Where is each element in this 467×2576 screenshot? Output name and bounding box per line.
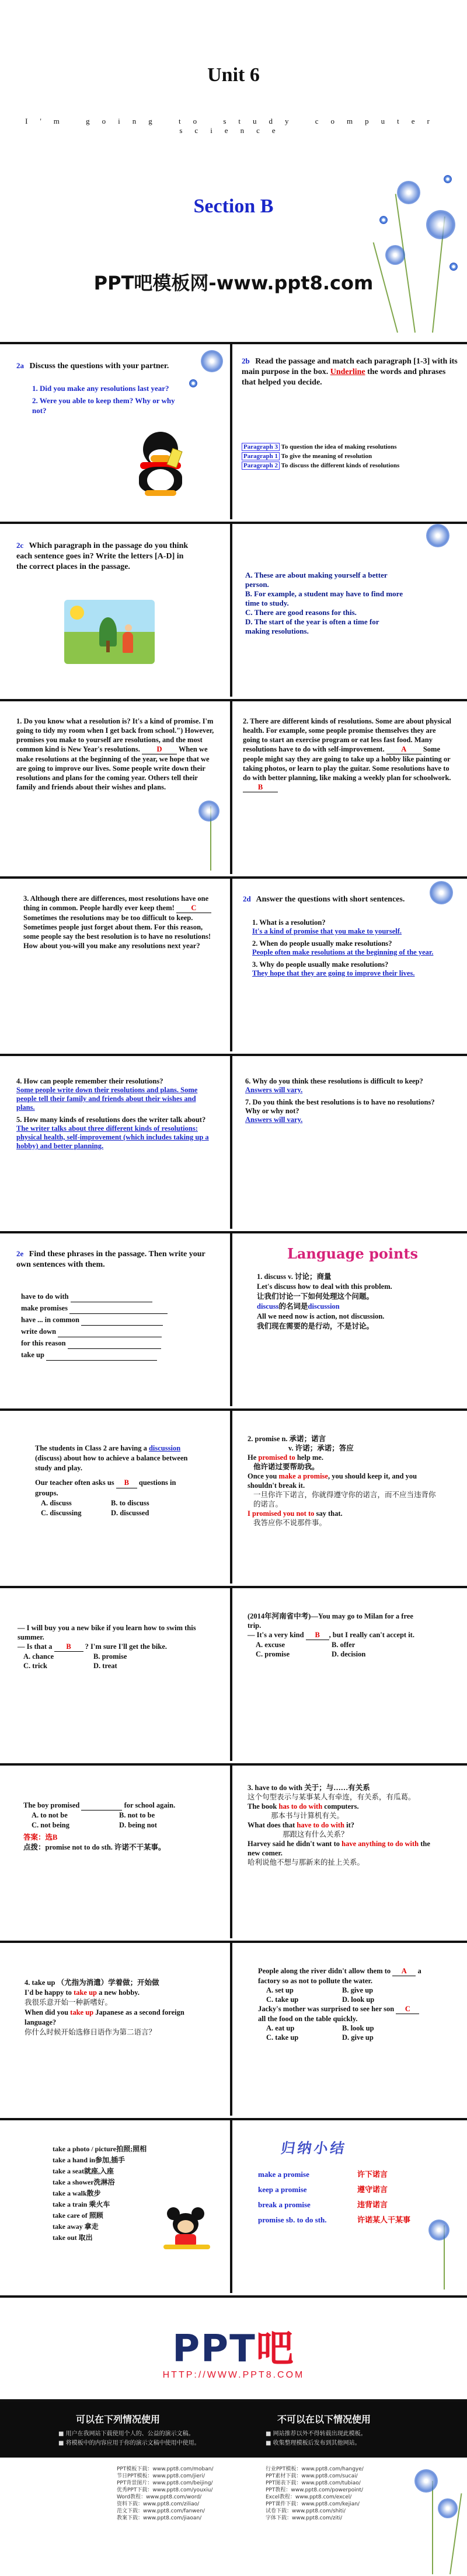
question: 7. Do you think the best resolutions is to have no resolutions? Why or why not?	[245, 1098, 435, 1115]
slide-2a-2b	[0, 344, 467, 519]
lp-translation: 他许诺过要帮助我。	[253, 1463, 319, 1471]
footer-rule: ■ 网站推荐以外不得转载出现此模板。	[266, 2431, 367, 2437]
footer-link[interactable]: 试卷下载：www.ppt8.com/shiti/	[266, 2508, 346, 2514]
lp-translation: 哈利说他不想与那新来的扯上关系。	[248, 1858, 365, 1867]
exercise: Jacky's mother was surprised to see her son C all the food on the table quickly.	[258, 2004, 427, 2023]
take-phrase: take a train 乘火车	[53, 2200, 110, 2208]
footer-link[interactable]: PPT背景图片：www.ppt8.com/beijing/	[117, 2480, 213, 2486]
slide-footer	[0, 2399, 467, 2576]
sentence-b: B. For example, a student may have to find more time to study.	[245, 589, 403, 607]
underline-word: Underline	[330, 368, 365, 376]
para-row	[242, 461, 446, 470]
exercise-dialog: — It's a very kind B , but I really can't accept it.	[248, 1631, 414, 1639]
para-label: Paragraph 3	[242, 443, 280, 451]
take-phrase: take a shower洗淋浴	[53, 2178, 115, 2186]
section-title: Section B	[193, 195, 274, 217]
footer-link[interactable]: PPT图表下载：www.ppt8.com/tubiao/	[266, 2480, 361, 2486]
question: 4. How can people remember their resolutions?	[16, 1077, 163, 1085]
question: 6. Why do you think these resolutions is difficult to keep?	[245, 1077, 423, 1085]
answer-key: 答案：选B	[23, 1833, 58, 1841]
end-url[interactable]: HTTP://WWW.PPT8.COM	[162, 2370, 305, 2380]
footer-link[interactable]: PPT教程：www.ppt8.com/powerpoint/	[266, 2487, 364, 2493]
exercise-1: The students in Class 2 are having a discussion (discuss) about how to achieve a balance between study and play.	[35, 1444, 188, 1472]
right-panel	[235, 1233, 467, 1406]
penguin-illustration	[134, 432, 187, 496]
left-panel	[0, 524, 232, 697]
take-phrase: take a walk散步	[53, 2189, 101, 2197]
flower-corner	[183, 344, 230, 414]
take-phrase: take a seat就座,入座	[53, 2167, 114, 2175]
task-tag: 2c	[16, 541, 24, 550]
question: 1. What is a resolution?	[252, 918, 326, 927]
left-panel	[0, 879, 232, 1051]
footer-rule: ■ 用户在我网站下载使用个人的、公益的演示文稿。	[58, 2431, 194, 2437]
answer: Answers will vary.	[245, 1086, 303, 1094]
unit-subtitle: I'm going to study computer science	[25, 117, 442, 135]
footer-rule: ■ 将模板中的内容应用于你的演示文稿中使用中使用。	[58, 2440, 200, 2446]
cover-slide	[0, 0, 467, 344]
answer: They hope that they are going to improve their lives.	[252, 969, 415, 977]
exercise-2: Our teacher often asks us B questions in groups.	[35, 1479, 176, 1497]
task-title: Discuss the questions with your partner.	[29, 362, 169, 371]
option-row: A. to not be B. not to be	[32, 1811, 155, 1819]
slide-passage-3-2d	[0, 876, 467, 1051]
lp-translation: 一旦你许下诺言，你就得遵守你的诺言，而不应当违背你的诺言。	[253, 1491, 436, 1508]
answer-tip: 点拨：promise not to do sth. 许诺不干某事。	[23, 1843, 166, 1851]
phrase-row: write down	[21, 1326, 168, 1337]
take-phrase: take care of 照顾	[53, 2211, 103, 2220]
lp-note: 这个句型表示与某事某人有牵连，有关系，有瓜葛。	[248, 1793, 416, 1801]
lp-example: When did you take up Japanese as a second foreign language?	[25, 2008, 184, 2026]
option-row: A. set up B. give up	[266, 1986, 374, 1994]
left-panel	[0, 344, 232, 519]
take-phrase: take a photo / picture拍照;照相	[53, 2145, 147, 2153]
summary-row: keep a promise 遵守诺言	[258, 2185, 388, 2194]
left-panel	[0, 701, 232, 874]
slide-passage-1-2	[0, 699, 467, 874]
question: 3. Why do people usually make resolutions?	[252, 960, 389, 969]
lp-example: Harvey said he didn't want to have anything to do with the new comer.	[248, 1840, 430, 1857]
right-panel	[235, 344, 467, 519]
option-row: C. take up D. give up	[266, 2033, 374, 2042]
lp-note: discuss的名词是discussion	[257, 1302, 340, 1310]
question-1: 1. Did you make any resolutions last year?	[32, 384, 169, 393]
para-label: Paragraph 1	[242, 452, 280, 460]
footer-links-right	[266, 2466, 364, 2522]
lp-translation: 那本书与计算机有关。	[271, 1812, 344, 1820]
language-points-title: Language points	[287, 1245, 419, 1262]
take-phrase: take a hand in参加,插手	[53, 2156, 126, 2164]
footer-link[interactable]: 字体下载：www.ppt8.com/ziti/	[266, 2515, 343, 2521]
end-logo: PPT吧	[172, 2327, 295, 2371]
task-title: Answer the questions with short sentences.	[256, 895, 405, 904]
answer: The writer talks about three different kinds of resolutions: physical health, self-improvement (which includes taking up a hobby) and better planning.	[16, 1124, 209, 1150]
slide-discuss-promise	[0, 1408, 467, 1584]
slide-questions-4-7	[0, 1054, 467, 1229]
lp-example: I'd be happy to take up a new hobby.	[25, 1988, 140, 1997]
para-row	[242, 442, 446, 452]
footer-link[interactable]: PPT素材下载：www.ppt8.com/sucai/	[266, 2473, 358, 2479]
phrase-row: make promises	[21, 1302, 168, 1314]
footer-rule: ■ 收集整理模板后发布到其他网站。	[266, 2440, 361, 2446]
footer-heading-allowed: 可以在下列情况使用	[76, 2414, 161, 2425]
lp-example: The book has to do with computers.	[248, 1802, 359, 1810]
lp-translation: 让我们讨论一下如何处理这个问题。	[257, 1292, 374, 1301]
lp-example: What does that have to do with it?	[248, 1821, 355, 1829]
question: 2. When do people usually make resolutions?	[252, 939, 392, 948]
right-panel	[235, 1766, 467, 1938]
footer-bar	[0, 2402, 467, 2458]
para-purpose: To give the meaning of resolution	[281, 453, 372, 460]
left-panel	[0, 1943, 232, 2116]
exercise-dialog: (2014年河南省中考)—You may go to Milan for a free trip.	[248, 1612, 413, 1630]
task-tag: 2d	[243, 894, 251, 903]
question-2: 2. Were you able to keep them? Why or why not?	[32, 396, 175, 415]
footer-link[interactable]: Word教程：www.ppt8.com/word/	[117, 2494, 202, 2500]
task-title: Read the passage and match each paragraph [1-3] with its main purpose in the box.	[242, 357, 458, 376]
lp-example: I promised you not to say that.	[248, 1509, 343, 1518]
right-panel	[235, 879, 467, 1051]
left-panel	[0, 1233, 232, 1406]
phrase-row: take up	[21, 1349, 168, 1361]
summary-row: break a promise 违背诺言	[258, 2200, 388, 2209]
para-purpose: To question the idea of making resolutions	[281, 443, 397, 450]
exercise-dialog: — Is that a B ? I'm sure I'll get the bike.	[18, 1642, 168, 1651]
lp-heading: 4. take up （尤指为消遣）学着做；开始做	[25, 1979, 159, 1987]
flower-corner	[414, 524, 461, 571]
watermark: PPT吧模板网-www.ppt8.com	[93, 272, 374, 294]
right-panel	[235, 2120, 467, 2293]
lp-heading-2: v. 许诺；承诺；答应	[288, 1444, 354, 1452]
flower-decoration	[420, 2208, 461, 2290]
right-panel	[235, 701, 467, 874]
footer-link[interactable]: PPT模板下载：www.ppt8.com/moban/	[117, 2466, 214, 2472]
task-tag: 2e	[16, 1249, 24, 1258]
slide-summary	[0, 2118, 467, 2293]
left-panel	[0, 1056, 232, 1229]
lp-translation: 那跟这有什么关系？	[283, 1830, 348, 1838]
phrase-row: have to do with	[21, 1291, 168, 1302]
footer-link[interactable]: 行业PPT模板：www.ppt8.com/hangye/	[266, 2466, 364, 2472]
phrase-list	[21, 1291, 168, 1361]
footer-link[interactable]: 资料下载：www.ppt8.com/ziliao/	[117, 2501, 200, 2507]
take-phrase: take out 取出	[53, 2234, 93, 2242]
passage-p3-cont: Sometimes the resolutions may be too difficult to keep. Sometimes people just forget about them. For this reason, some people say the best resolution is to have no resolutions! How about you-will you make any resolutions next year?	[23, 914, 211, 950]
para-purpose: To discuss the different kinds of resolutions	[281, 462, 400, 469]
lp-heading: 1. discuss v. 讨论；商量	[257, 1273, 332, 1281]
right-panel	[235, 1588, 467, 1761]
footer-link[interactable]: 优秀PPT下载：www.ppt8.com/youxiu/	[117, 2487, 213, 2493]
slide-2e-language-points	[0, 1231, 467, 1406]
task-tag: 2a	[16, 361, 24, 370]
footer-links-left	[117, 2466, 214, 2522]
mouse-illustration	[163, 2205, 210, 2252]
footer-link[interactable]: Excel教程：www.ppt8.com/excel/	[266, 2494, 352, 2500]
passage-p2: 2. There are different kinds of resolutions. Some are about physical health. For example, some people promise themselves they are going to start an exercise program or eat less fast food. Many resolutions have to do with self-improvement.	[243, 717, 451, 753]
exercise-dialog: — I will buy you a new bike if you learn how to swim this summer.	[18, 1624, 196, 1641]
slide-have-to-do-with	[0, 1763, 467, 1938]
lp-translation: 我很乐意开始一种新嗜好。	[25, 1998, 113, 2007]
flower-decoration	[403, 2458, 467, 2574]
take-phrase: take away 拿走	[53, 2222, 99, 2231]
lp-example: He promised to help me.	[248, 1453, 323, 1462]
summary-row: make a promise 许下诺言	[258, 2170, 388, 2179]
task-title: Which paragraph in the passage do you think each sentence goes in? Write the letters [A-D] in the correct places in the passage.	[16, 541, 189, 571]
right-panel	[235, 1943, 467, 2116]
exercise: People along the river didn't allow them to A a factory so as not to pollute the water.	[258, 1967, 421, 1985]
option-row: A. chance B. promise	[23, 1652, 127, 1661]
summary-list	[258, 2167, 445, 2228]
slide-end	[0, 2295, 467, 2399]
para-label: Paragraph 2	[242, 462, 280, 470]
answer: People often make resolutions at the beginning of the year.	[252, 948, 434, 956]
option-row: C. trick D. treat	[23, 1662, 117, 1670]
sentence-d: D. The start of the year is often a time for making resolutions.	[245, 617, 379, 635]
sentence-c: C. There are good reasons for this.	[245, 608, 357, 617]
right-panel	[235, 524, 467, 697]
phrase-row: have ... in common	[21, 1314, 168, 1326]
lp-example: Let's discuss how to deal with this problem.	[257, 1282, 392, 1291]
left-panel	[0, 2120, 232, 2293]
slide-take-up	[0, 1941, 467, 2116]
flower-decoration	[374, 169, 467, 333]
task-tag: 2b	[242, 356, 250, 365]
answer: It's a kind of promise that you make to yourself.	[252, 927, 402, 935]
question: 5. How many kinds of resolutions does the writer talk about?	[16, 1116, 206, 1124]
lp-translation: 你什么时候开始选修日语作为第二语言？	[25, 2028, 156, 2036]
passage-p3: 3. Although there are differences, most resolutions have one thing in common. People hardly ever keep them!	[23, 894, 209, 912]
answer: Some people write down their resolutions and plans. Some people tell their family and friends about their wishes and plans.	[16, 1086, 198, 1112]
paragraph-table	[242, 442, 446, 470]
passage-p2-cont: Some people might say they are going to take up a hobby like painting or taking photos, or learn to play the guitar. Some resolutions have to do with better planning, like making a weekly plan for schoolwork.	[243, 745, 451, 782]
left-panel	[0, 1766, 232, 1938]
lp-example: Once you make a promise, you should keep it, and you shouldn't break it.	[248, 1472, 417, 1490]
right-panel	[235, 1411, 467, 1584]
option-row: A. discuss B. to discuss	[41, 1499, 149, 1507]
footer-heading-forbidden: 不可以在以下情况使用	[277, 2414, 371, 2425]
unit-title: Unit 6	[207, 64, 260, 86]
passage-p1: 1. Do you know what a resolution is? It's a kind of promise. I'm going to tidy my room when I get back from school.") However, promises you make to yourself are resolutions, and the most common kind is New Year's resolutions.	[16, 717, 214, 753]
summary-row: promise sb. to do sth. 许诺某人干某事	[258, 2215, 411, 2224]
option-row: C. discussing D. discussed	[41, 1509, 149, 1517]
lp-heading: 2. promise n. 承诺；诺言	[248, 1435, 326, 1443]
slide-2c	[0, 522, 467, 697]
left-panel	[0, 1588, 232, 1761]
slide-promise-exercises	[0, 1586, 467, 1761]
summary-title: 归纳小结	[280, 2140, 348, 2156]
lp-example: All we need now is action, not discussion.	[257, 1312, 385, 1320]
lp-translation: 我们现在需要的是行动，不是讨论。	[257, 1322, 374, 1330]
footer-link[interactable]: 教案下载：www.ppt8.com/jiaoan/	[117, 2515, 202, 2521]
scene-illustration	[64, 600, 155, 664]
footer-link[interactable]: PPT课件下载：www.ppt8.com/kejian/	[266, 2501, 360, 2507]
flower-corner	[424, 879, 465, 920]
left-panel	[0, 1411, 232, 1584]
lp-translation: 我答应你不说那件事。	[253, 1519, 327, 1527]
right-panel	[235, 1056, 467, 1229]
para-row	[242, 452, 446, 461]
footer-link[interactable]: 范文下载：www.ppt8.com/fanwen/	[117, 2508, 205, 2514]
lp-heading: 3. have to do with 关于；与……有关系	[248, 1784, 370, 1792]
phrase-row: for this reason	[21, 1337, 168, 1349]
answer-blank: A	[386, 745, 421, 754]
flower-decoration	[193, 789, 228, 871]
sentence-a: A. These are about making yourself a better person.	[245, 571, 388, 589]
answer-blank: B	[243, 782, 278, 792]
answer: Answers will vary.	[245, 1116, 303, 1124]
option-row: A. excuse B. offer	[256, 1641, 356, 1649]
exercise: The boy promised for school again.	[23, 1801, 176, 1809]
option-row: C. not being D. being not	[32, 1821, 157, 1829]
task-title: Find these phrases in the passage. Then write your own sentences with them.	[16, 1250, 205, 1269]
answer-blank: C	[176, 903, 211, 913]
option-row: C. take up D. look up	[266, 1995, 375, 2004]
footer-link[interactable]: 节日PPT模板：www.ppt8.com/jieri/	[117, 2473, 205, 2479]
option-row: A. eat up B. look up	[266, 2024, 374, 2032]
option-row: C. promise D. decision	[256, 1650, 366, 1658]
answer-blank: D	[142, 745, 177, 754]
task-title-2: the words and phrases that helped you decide.	[242, 368, 446, 387]
passage-p1-cont: When we make resolutions at the beginning of the year, we hope that we are going to improve our lives. Some people write down their resolutions and plans for the coming year. Others tell their family and friends about their wishes and plans.	[16, 745, 210, 791]
